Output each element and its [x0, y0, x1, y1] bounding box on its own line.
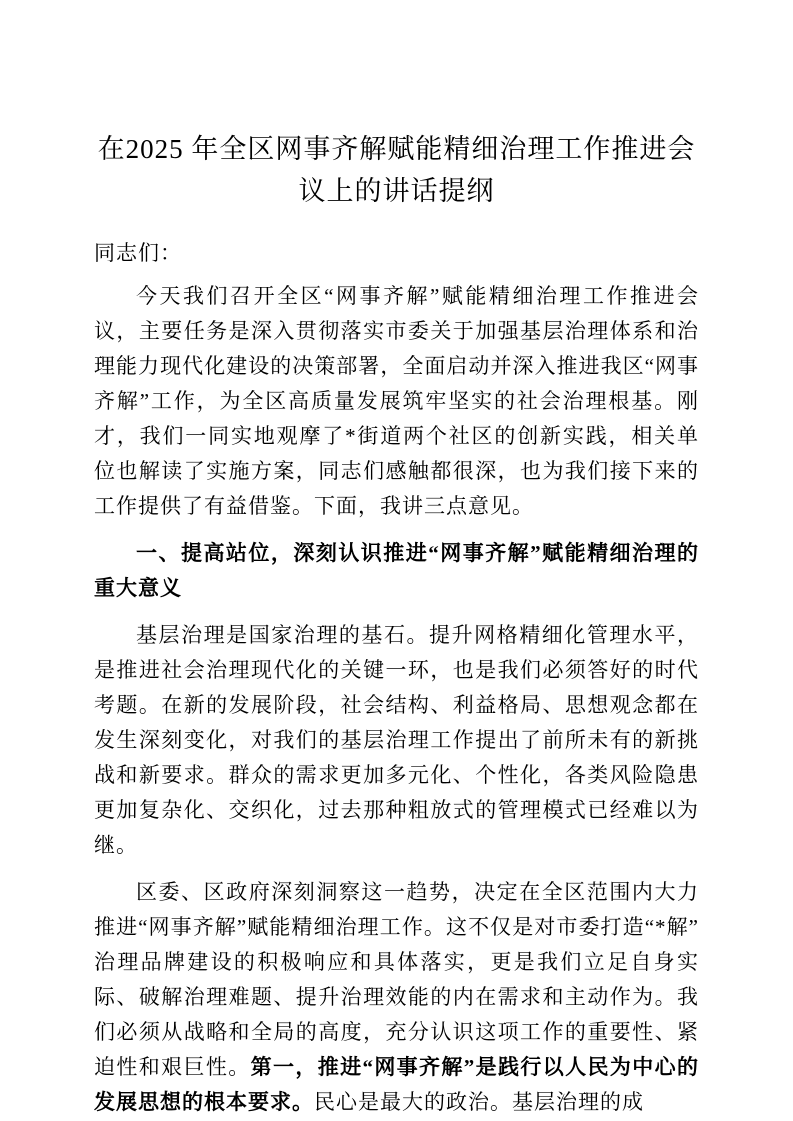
document-title: 在2025 年全区网事齐解赋能精细治理工作推进会议上的讲话提纲: [97, 134, 696, 206]
bold-text-run: 第一，推进“网事齐解”是践行以人民为中心的发展思想的根本要求。: [94, 1055, 699, 1114]
section-heading: [94, 536, 699, 606]
text-run: 民心是最大的政治。基层治理的成: [314, 1090, 644, 1114]
body-paragraph: [94, 279, 699, 524]
text-run: 基层治理是国家治理的基石。提升网格精细化管理水平，是推进社会治理现代化的关键一环，也是我们必须答好的时代考题。在新的发展阶段，社会结构、利益格局、思想观念都在发生深刻变化，对我们的基层治理工作提出了前所未有的新挑战和新要求。群众的需求更加多元化、个性化，各类风险隐患更加复杂化、交织化，过去那种粗放式的管理模式已经难以为继。: [94, 623, 699, 857]
bold-text-run: 一、提高站位，深刻认识推进“网事齐解”赋能精细治理的重大意义: [94, 541, 699, 600]
text-run: 区委、区政府深刻洞察这一趋势，决定在全区范围内大力推进“网事齐解”赋能精细治理工作。这不仅是对市委打造“*解”治理品牌建设的积极响应和具体落实，更是我们立足自身实际、破解治理难题、提升治理效能的内在需求和主动作为。我们必须从战略和全局的高度，充分认识这项工作的重要性、紧迫性和艰巨性。: [94, 880, 699, 1079]
body-paragraph: [94, 618, 699, 863]
salutation: 同志们：: [94, 241, 182, 265]
text-run: 今天我们召开全区“网事齐解”赋能精细治理工作推进会议，主要任务是深入贯彻落实市委关于加强基层治理体系和治理能力现代化建设的决策部署，全面启动并深入推进我区“网事齐解”工作，为全区高质量发展筑牢坚实的社会治理根基。刚才，我们一同实地观摩了*街道两个社区的创新实践，相关单位也解读了实施方案，同志们感触都很深，也为我们接下来的工作提供了有益借鉴。下面，我讲三点意见。: [94, 284, 699, 518]
document-body: [94, 279, 699, 1120]
body-paragraph: [94, 875, 699, 1120]
